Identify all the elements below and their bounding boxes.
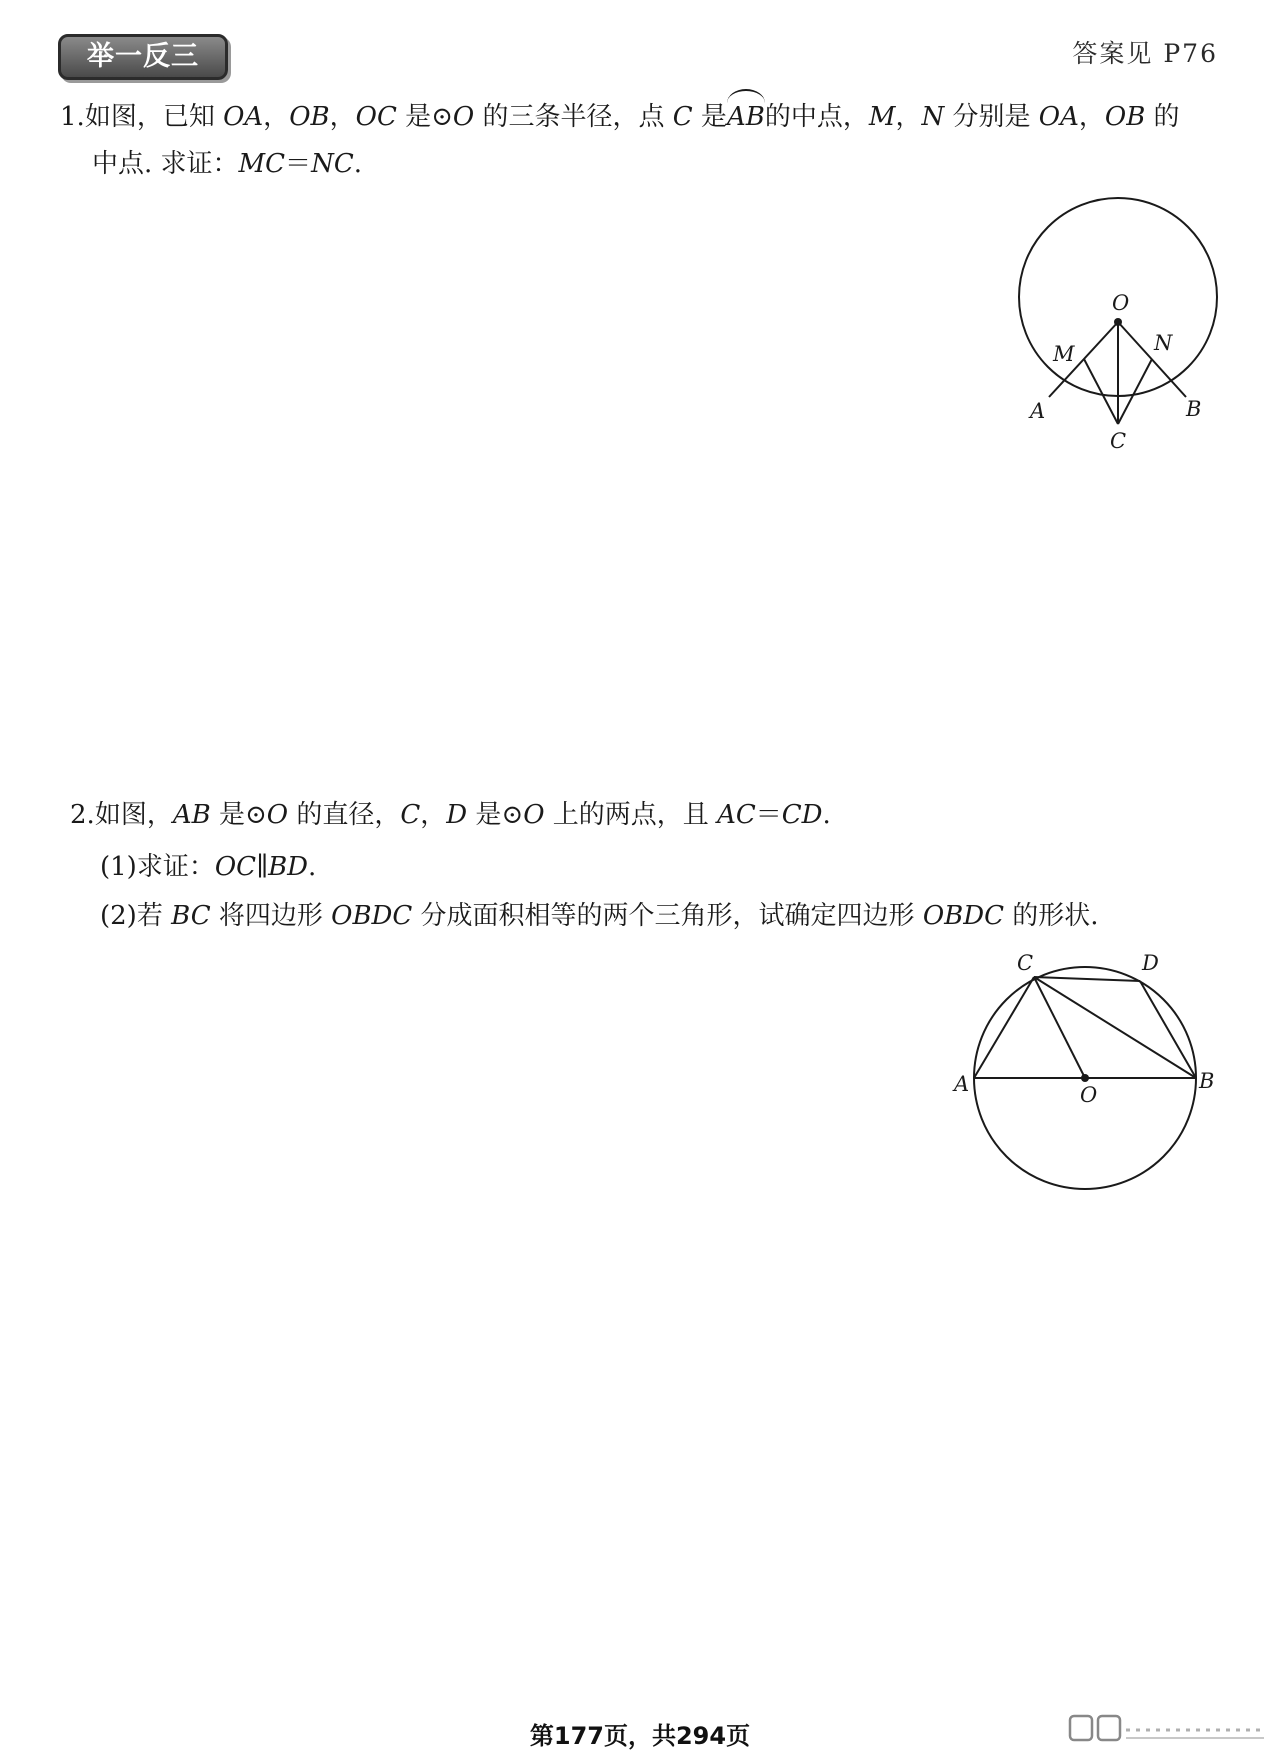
- label-c: C: [1110, 429, 1127, 453]
- label-o: O: [1112, 291, 1130, 315]
- q1-var: MC: [238, 149, 286, 179]
- page-indicator: 第177页，共294页: [529, 1722, 751, 1750]
- q2-var: AB: [172, 800, 211, 830]
- q2-text: .: [308, 852, 317, 882]
- q2-var: OBDC: [331, 901, 413, 931]
- q2-text: (1)求证：: [100, 852, 215, 882]
- section-badge: 举一反三: [58, 34, 228, 80]
- q2-text: ，: [420, 800, 447, 830]
- q1-text: 的: [1145, 102, 1180, 132]
- q1-text: ，: [1078, 102, 1105, 132]
- q1-var: OB: [289, 102, 330, 132]
- q2-text: 分成面积相等的两个三角形，试确定四边形: [412, 901, 923, 931]
- q1-text: ＝: [285, 149, 312, 179]
- q1-text: 如图，已知: [84, 102, 224, 132]
- q2-var: D: [446, 800, 468, 830]
- q2-text: (2)若: [100, 901, 172, 931]
- q1-text: 是: [692, 102, 727, 132]
- label-c: C: [1017, 951, 1034, 975]
- q2-var: O: [523, 800, 545, 830]
- center-point: [1081, 1074, 1089, 1082]
- segment-db: [1140, 981, 1196, 1078]
- q1-text: .: [353, 149, 362, 179]
- q1-var: O: [452, 102, 475, 132]
- q1-text: ，: [329, 102, 356, 132]
- q2-var: BD: [268, 852, 309, 882]
- q1-var: AB: [726, 102, 765, 132]
- label-d: D: [1142, 951, 1159, 975]
- q1-text: 是⊙: [396, 102, 453, 132]
- q1-text: 的三条半径，点: [474, 102, 673, 132]
- label-b: B: [1199, 1069, 1215, 1093]
- q2-text: 上的两点，且: [544, 800, 718, 830]
- q2-text: .: [822, 800, 831, 830]
- label-o: O: [1080, 1083, 1098, 1107]
- q1-var: OC: [355, 102, 397, 132]
- q2-var: CD: [781, 800, 823, 830]
- q2-text: 的直径，: [288, 800, 401, 830]
- q1-text: ，: [895, 102, 922, 132]
- q1-var: OA: [1038, 102, 1079, 132]
- q1-text: 的中点，: [764, 102, 869, 132]
- label-a: A: [954, 1072, 970, 1096]
- q2-var: AC: [717, 800, 756, 830]
- q2-text: ∥: [256, 852, 269, 882]
- q1-text: 分别是: [944, 102, 1039, 132]
- q2-text: 的形状.: [1004, 901, 1099, 931]
- q2-var: OBDC: [922, 901, 1004, 931]
- segment-bc: [1034, 977, 1196, 1078]
- segment-ac: [974, 977, 1034, 1078]
- answer-reference: 答案见 P76: [1072, 39, 1218, 68]
- q1-var: N: [921, 102, 945, 132]
- q1-var: OB: [1104, 102, 1146, 132]
- q1-number: 1.: [60, 102, 85, 132]
- label-m: M: [1053, 342, 1075, 366]
- q2-var: O: [266, 800, 289, 830]
- q1-var: OA: [223, 102, 264, 132]
- q1-var: M: [868, 102, 896, 132]
- q1-text: ，: [263, 102, 290, 132]
- q2-var: BC: [171, 901, 211, 931]
- q1-var: C: [672, 102, 693, 132]
- q2-text: 是⊙: [210, 800, 267, 830]
- q2-text: 如图，: [94, 800, 173, 830]
- q2-text: 是⊙: [467, 800, 524, 830]
- segment-cd: [1034, 977, 1140, 981]
- q2-text: ＝: [755, 800, 782, 830]
- q1-text: 中点. 求证：: [92, 149, 239, 179]
- q2-number: 2.: [70, 800, 95, 830]
- label-b: B: [1186, 397, 1202, 421]
- q1-var: NC: [311, 149, 354, 179]
- label-n: N: [1154, 331, 1173, 355]
- q2-var: OC: [214, 852, 257, 882]
- q2-var: C: [400, 800, 421, 830]
- q2-text: 将四边形: [210, 901, 332, 931]
- label-a: A: [1030, 399, 1046, 423]
